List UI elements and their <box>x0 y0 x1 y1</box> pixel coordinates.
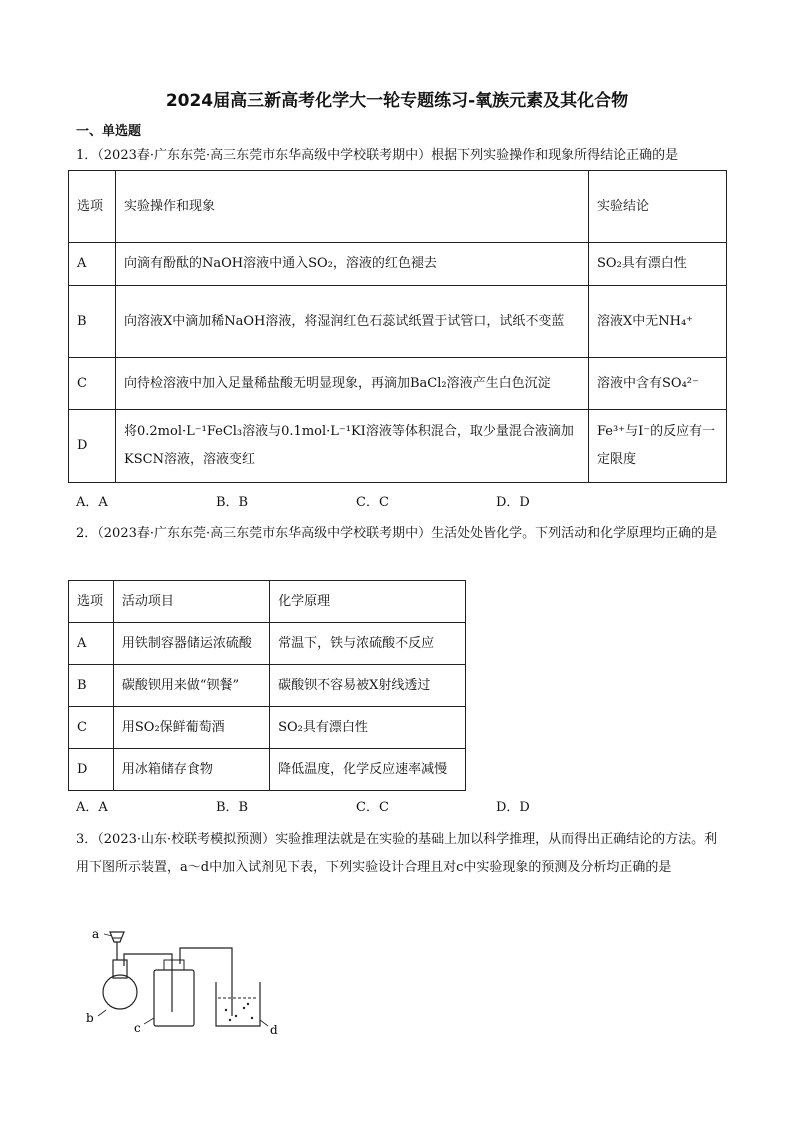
row-option: C <box>69 707 114 749</box>
choice-a[interactable]: A．A <box>76 800 108 815</box>
choice-d[interactable]: D．D <box>496 495 530 510</box>
row-operation: 将0.2mol·L⁻¹FeCl₃溶液与0.1mol·L⁻¹KI溶液等体积混合，取少量混合液滴加KSCN溶液，溶液变红 <box>116 410 589 483</box>
header-conclusion: 实验结论 <box>589 171 727 243</box>
header-activity: 活动项目 <box>113 581 269 623</box>
choice-b[interactable]: B．B <box>216 495 249 510</box>
choice-c[interactable]: C．C <box>356 800 389 815</box>
row-option: A <box>69 623 114 665</box>
row-activity: 碳酸钡用来做“钡餐” <box>113 665 269 707</box>
flask-icon <box>103 975 137 1009</box>
row-principle: 降低温度，化学反应速率减慢 <box>270 749 466 791</box>
header-option: 选项 <box>69 171 116 243</box>
beaker-icon <box>216 982 260 1026</box>
row-operation: 向滴有酚酞的NaOH溶液中通入SO₂，溶液的红色褪去 <box>116 243 589 286</box>
label-a: a <box>92 927 100 941</box>
label-c: c <box>134 1021 141 1035</box>
apparatus-diagram <box>84 920 284 1040</box>
row-option: D <box>69 410 116 483</box>
row-option: C <box>69 358 116 410</box>
row-operation: 向溶液X中滴加稀NaOH溶液，将湿润红色石蕊试纸置于试管口，试纸不变蓝 <box>116 286 589 358</box>
question-3-stem: 3．（2023·山东·校联考模拟预测）实验推理法就是在实验的基础上加以科学推理，从而得出正确结论的方法。利用下图所示装置，a～d中加入试剂见下表，下列实验设计合理且对c中实验现象的预测及分析均正确的是 <box>76 832 718 875</box>
header-option: 选项 <box>69 581 114 623</box>
table-row <box>69 410 727 483</box>
choice-c[interactable]: C．C <box>356 495 389 510</box>
row-conclusion: 溶液X中无NH₄⁺ <box>589 286 727 358</box>
row-option: D <box>69 749 114 791</box>
row-option: B <box>69 286 116 358</box>
choice-d[interactable]: D．D <box>496 800 530 815</box>
table-row <box>69 243 727 286</box>
question-2-table <box>68 580 466 791</box>
choice-b[interactable]: B．B <box>216 800 249 815</box>
row-principle: SO₂具有漂白性 <box>270 707 466 749</box>
row-option: A <box>69 243 116 286</box>
label-d: d <box>270 1023 278 1037</box>
question-2-choices <box>76 796 636 815</box>
row-option: B <box>69 665 114 707</box>
section-heading: 一、单选题 <box>76 124 142 139</box>
table-row <box>69 707 466 749</box>
question-1-stem: 1．（2023春·广东东莞·高三东莞市东华高级中学校联考期中）根据下列实验操作和现象所得结论正确的是 <box>76 148 679 163</box>
question-2-stem: 2．（2023春·广东东莞·高三东莞市东华高级中学校联考期中）生活处处皆化学。下列活动和化学原理均正确的是 <box>76 526 718 541</box>
header-operation: 实验操作和现象 <box>116 171 589 243</box>
row-operation: 向待检溶液中加入足量稀盐酸无明显现象，再滴加BaCl₂溶液产生白色沉淀 <box>116 358 589 410</box>
row-activity: 用铁制容器储运浓硫酸 <box>113 623 269 665</box>
table-row <box>69 623 466 665</box>
header-principle: 化学原理 <box>270 581 466 623</box>
question-1-choices <box>76 491 636 510</box>
table-row <box>69 358 727 410</box>
row-conclusion: Fe³⁺与I⁻的反应有一定限度 <box>589 410 727 483</box>
table-header-row <box>69 171 727 243</box>
row-principle: 常温下，铁与浓硫酸不反应 <box>270 623 466 665</box>
row-conclusion: 溶液中含有SO₄²⁻ <box>589 358 727 410</box>
choice-a[interactable]: A．A <box>76 495 108 510</box>
table-header-row <box>69 581 466 623</box>
row-conclusion: SO₂具有漂白性 <box>589 243 727 286</box>
label-b: b <box>86 1011 94 1025</box>
row-principle: 碳酸钡不容易被X射线透过 <box>270 665 466 707</box>
table-row <box>69 286 727 358</box>
bottle-icon <box>154 970 194 1026</box>
question-1-table <box>68 170 727 483</box>
page-title: 2024届高三新高考化学大一轮专题练习-氧族元素及其化合物 <box>165 91 629 111</box>
row-activity: 用冰箱储存食物 <box>113 749 269 791</box>
table-row <box>69 749 466 791</box>
row-activity: 用SO₂保鲜葡萄酒 <box>113 707 269 749</box>
funnel-icon <box>110 932 124 942</box>
table-row <box>69 665 466 707</box>
